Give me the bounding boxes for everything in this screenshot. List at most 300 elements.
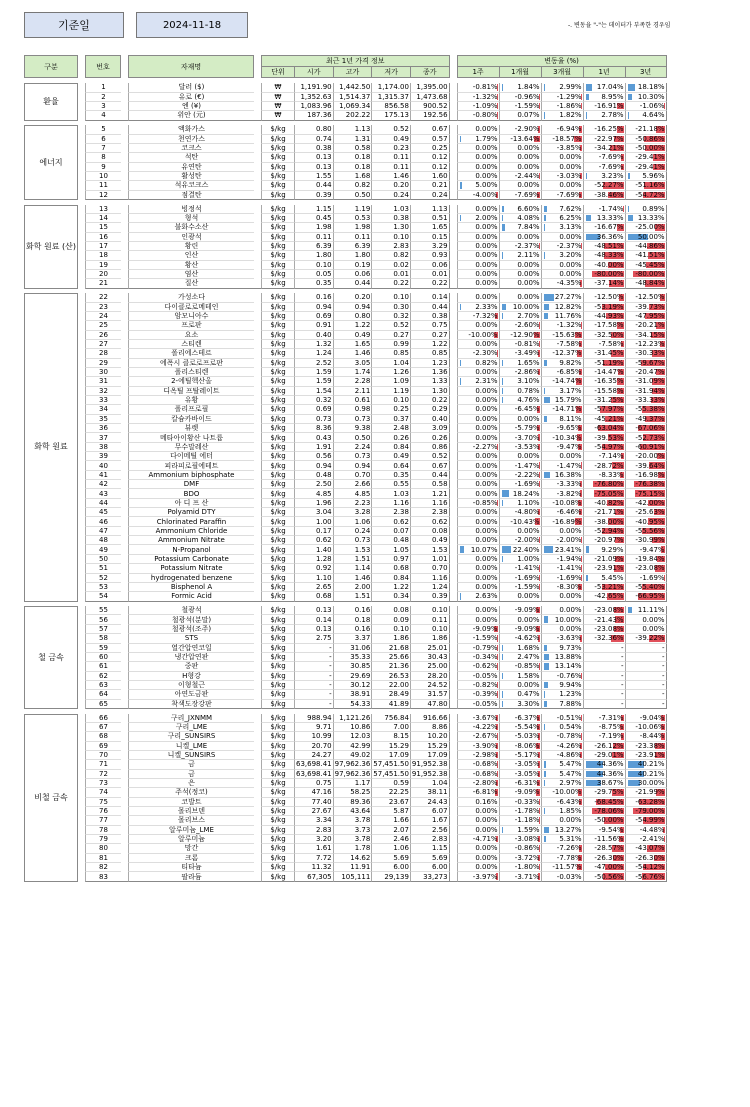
- change-1y: [583, 135, 625, 144]
- change-1w: [457, 480, 499, 489]
- item-number: 38: [85, 443, 121, 452]
- change-1m: [499, 742, 541, 751]
- change-1w: [457, 349, 499, 358]
- change-1y: [583, 760, 625, 769]
- unit-cell: $/kg: [261, 732, 294, 741]
- open-price: 0.73: [294, 415, 333, 424]
- item-name: Ammonium Chloride: [128, 527, 254, 536]
- change-1y: [583, 181, 625, 190]
- change-3y: [625, 714, 667, 723]
- change-1w: [457, 242, 499, 251]
- change-value: -9.04%: [639, 713, 665, 722]
- change-3y: [625, 489, 667, 498]
- change-3m: [541, 433, 583, 442]
- open-price: 0.35: [294, 279, 333, 288]
- unit-cell: ₩: [261, 102, 294, 111]
- change-value: -21.71%: [594, 508, 624, 517]
- last-price: 0.85: [410, 349, 450, 358]
- high-price: 3.05: [333, 359, 372, 368]
- change-1y: [583, 172, 625, 181]
- change-value: 0.00%: [517, 144, 540, 153]
- change-value: -23.91%: [594, 564, 624, 573]
- change-1m: [499, 714, 541, 723]
- change-value: -21.09%: [594, 554, 624, 563]
- change-value: 30.00%: [637, 779, 665, 788]
- change-value: 0.00%: [475, 452, 498, 461]
- change-3m: [541, 751, 583, 760]
- change-1w: [457, 723, 499, 732]
- last-price: 0.21: [410, 181, 450, 190]
- change-value: 50.00%: [637, 232, 665, 241]
- change-value: -10.43%: [510, 517, 540, 526]
- high-price: 30.85: [333, 662, 372, 671]
- change-bar: [586, 173, 587, 179]
- unit-cell: $/kg: [261, 700, 294, 709]
- item-name: 디옥틸 프탈레이트: [128, 387, 254, 396]
- high-price: 0.80: [333, 312, 372, 321]
- high-price: 0.19: [333, 261, 372, 270]
- change-bar: [628, 84, 635, 90]
- change-value: 40.21%: [637, 769, 665, 778]
- col-name-header: 자재명: [128, 55, 254, 78]
- table-row: [24, 681, 667, 690]
- item-name: 에폭시 클로로프로판: [128, 359, 254, 368]
- change-3y: [625, 415, 667, 424]
- change-1m: [499, 854, 541, 863]
- change-3m: [541, 242, 583, 251]
- item-number: 81: [85, 854, 121, 863]
- high-price: 0.82: [333, 181, 372, 190]
- last-price: 1.04: [410, 779, 450, 788]
- change-value: 0.00%: [475, 825, 498, 834]
- change-3y: [625, 233, 667, 242]
- change-3y: [625, 527, 667, 536]
- item-name: 몰리브덴: [128, 807, 254, 816]
- change-value: -50.00%: [594, 816, 624, 825]
- change-1w: [457, 564, 499, 573]
- change-1w: [457, 527, 499, 536]
- high-price: 1.14: [333, 564, 372, 573]
- open-price: 1.80: [294, 251, 333, 260]
- change-3y: [625, 700, 667, 709]
- item-number: 66: [85, 714, 121, 723]
- change-1m: [499, 615, 541, 624]
- high-price: 1.51: [333, 555, 372, 564]
- change-value: -51.19%: [594, 358, 624, 367]
- change-3y: [625, 681, 667, 690]
- change-1m: [499, 303, 541, 312]
- table-row: [24, 816, 667, 825]
- item-number: 58: [85, 634, 121, 643]
- item-number: 15: [85, 223, 121, 232]
- item-number: 62: [85, 672, 121, 681]
- change-3y: [625, 93, 667, 102]
- item-number: 73: [85, 779, 121, 788]
- low-price: 22.00: [371, 681, 410, 690]
- change-value: 3.20%: [559, 251, 582, 260]
- change-value: 2.47%: [517, 653, 540, 662]
- change-bar: [502, 397, 504, 403]
- open-price: 0.32: [294, 396, 333, 405]
- change-value: 1.65%: [517, 358, 540, 367]
- change-value: -78.06%: [594, 807, 624, 816]
- change-1w: [457, 340, 499, 349]
- change-value: 0.00%: [475, 223, 498, 232]
- low-price: 0.01: [371, 270, 410, 279]
- change-value: 0.00%: [642, 615, 665, 624]
- low-price: 1.22: [371, 583, 410, 592]
- change-bar: [502, 378, 503, 384]
- item-number: 60: [85, 653, 121, 662]
- high-price: 97,962.36: [334, 760, 371, 769]
- change-1y: [583, 634, 625, 643]
- change-value: -20.21%: [635, 321, 665, 330]
- change-value: 0.00%: [475, 853, 498, 862]
- change-value: 2.70%: [517, 312, 540, 321]
- change-1w: [457, 443, 499, 452]
- change-value: -4.86%: [556, 751, 582, 760]
- change-value: -34.15%: [635, 330, 665, 339]
- change-1m: [499, 826, 541, 835]
- item-number: 2: [85, 93, 121, 102]
- item-number: 40: [85, 461, 121, 470]
- change-1y: [583, 480, 625, 489]
- change-bar: [544, 682, 548, 688]
- change-1w: [457, 798, 499, 807]
- high-price: 0.20: [333, 293, 372, 302]
- change-1y: [583, 261, 625, 270]
- change-value: 0.00%: [475, 162, 498, 171]
- high-price: 30.12: [333, 681, 372, 690]
- change-value: -: [621, 671, 624, 680]
- low-price: 0.84: [371, 443, 410, 452]
- change-1m: [499, 471, 541, 480]
- change-3m: [541, 536, 583, 545]
- change-value: -: [621, 699, 624, 708]
- change-value: -0.34%: [472, 653, 498, 662]
- change-1w: [457, 125, 499, 134]
- change-value: 2.11%: [517, 251, 540, 260]
- change-value: 0.00%: [559, 270, 582, 279]
- item-number: 51: [85, 564, 121, 573]
- last-price: 916.66: [410, 714, 450, 723]
- change-value: 0.00%: [559, 181, 582, 190]
- change-value: -0.05%: [472, 671, 498, 680]
- open-price: 0.48: [294, 471, 333, 480]
- change-1w: [457, 452, 499, 461]
- open-price: 47.16: [294, 788, 333, 797]
- change-3m: [541, 396, 583, 405]
- change-value: -10.34%: [552, 433, 582, 442]
- change-3y: [625, 788, 667, 797]
- table-row: [24, 770, 667, 779]
- change-3m: [541, 634, 583, 643]
- unit-cell: $/kg: [261, 788, 294, 797]
- change-1m: [499, 424, 541, 433]
- item-number: 25: [85, 321, 121, 330]
- change-value: 7.88%: [559, 699, 582, 708]
- item-name: 점결탄: [128, 191, 254, 200]
- last-price: 30.43: [410, 653, 450, 662]
- item-number: 82: [85, 863, 121, 872]
- item-name: 달러 ($): [128, 83, 254, 92]
- change-value: 0.00%: [475, 554, 498, 563]
- change-3y: [625, 433, 667, 442]
- change-value: 0.00%: [475, 279, 498, 288]
- high-price: 35.33: [333, 653, 372, 662]
- last-price: 15.29: [410, 742, 450, 751]
- change-3y: [625, 312, 667, 321]
- change-value: 0.00%: [475, 536, 498, 545]
- change-value: 0.00%: [517, 279, 540, 288]
- change-3y: [625, 471, 667, 480]
- col-last-header: 종가: [410, 67, 450, 79]
- change-1w: [457, 303, 499, 312]
- change-3m: [541, 807, 583, 816]
- table-row: [24, 714, 667, 723]
- change-bar: [460, 304, 461, 310]
- change-3y: [625, 606, 667, 615]
- change-value: 0.00%: [475, 461, 498, 470]
- item-number: 19: [85, 261, 121, 270]
- change-value: -0.80%: [472, 111, 498, 120]
- table-row: [24, 359, 667, 368]
- open-price: 0.13: [294, 163, 333, 172]
- change-value: 0.00%: [559, 816, 582, 825]
- item-name: Polyamid DTY: [128, 508, 254, 517]
- change-3y: [625, 807, 667, 816]
- change-value: 1.68%: [517, 643, 540, 652]
- change-1w: [457, 742, 499, 751]
- item-name: 코발트: [128, 798, 254, 807]
- open-price: 1.15: [294, 205, 333, 214]
- change-value: -1.86%: [556, 102, 582, 111]
- table-row: [24, 672, 667, 681]
- item-name: 구리_JXNMM: [128, 714, 254, 723]
- unit-cell: $/kg: [261, 270, 294, 279]
- item-name: 인광석: [128, 233, 254, 242]
- change-1w: [457, 807, 499, 816]
- low-price: 1.09: [371, 377, 410, 386]
- change-1w: [457, 424, 499, 433]
- open-price: 1.40: [294, 545, 333, 554]
- low-price: 0.10: [371, 396, 410, 405]
- change-1w: [457, 205, 499, 214]
- change-value: -53.19%: [594, 302, 624, 311]
- change-value: -80.00%: [594, 270, 624, 279]
- change-3y: [625, 205, 667, 214]
- change-value: -6.46%: [556, 508, 582, 517]
- open-price: 3.34: [294, 816, 333, 825]
- change-value: -7.69%: [598, 153, 624, 162]
- change-value: 1.82%: [559, 111, 582, 120]
- low-price: 0.62: [371, 517, 410, 526]
- high-price: 0.50: [333, 191, 372, 200]
- high-price: 3.73: [333, 826, 372, 835]
- item-name: 알루미늄_LME: [128, 826, 254, 835]
- high-price: 6.39: [333, 242, 372, 251]
- unit-cell: $/kg: [261, 615, 294, 624]
- change-1y: [583, 681, 625, 690]
- low-price: 0.25: [371, 405, 410, 414]
- change-value: 16.38%: [554, 470, 582, 479]
- change-1y: [583, 303, 625, 312]
- unit-cell: $/kg: [261, 681, 294, 690]
- item-number: 16: [85, 233, 121, 242]
- last-price: 1,473.68: [410, 93, 450, 102]
- change-3y: [625, 583, 667, 592]
- change-1w: [457, 644, 499, 653]
- change-value: -11.57%: [552, 863, 582, 872]
- high-price: 3.78: [333, 816, 372, 825]
- change-value: -16.91%: [594, 102, 624, 111]
- change-value: -1.59%: [514, 583, 540, 592]
- item-number: 57: [85, 625, 121, 634]
- change-3m: [541, 111, 583, 120]
- change-bar: [544, 645, 548, 651]
- change-1m: [499, 321, 541, 330]
- item-name: 아 디 프 산: [128, 499, 254, 508]
- change-3y: [625, 214, 667, 223]
- change-1y: [583, 779, 625, 788]
- item-name: Ammonium biphosphate: [128, 471, 254, 480]
- change-bar: [544, 416, 547, 422]
- change-value: -29.41%: [635, 153, 665, 162]
- change-value: 0.00%: [475, 508, 498, 517]
- change-value: -16.35%: [594, 377, 624, 386]
- table-row: [24, 779, 667, 788]
- high-price: 11.91: [333, 863, 372, 872]
- change-3m: [541, 415, 583, 424]
- change-value: 2.63%: [475, 592, 498, 601]
- high-price: 1.53: [333, 545, 372, 554]
- low-price: 0.37: [371, 415, 410, 424]
- change-value: -20.97%: [594, 536, 624, 545]
- change-value: 9.82%: [559, 358, 582, 367]
- item-number: 63: [85, 681, 121, 690]
- section-label: 화학 원료 (산): [24, 205, 78, 289]
- high-price: 1.65: [333, 340, 372, 349]
- last-price: 0.58: [410, 480, 450, 489]
- change-value: 0.00%: [475, 807, 498, 816]
- change-value: 2.00%: [475, 214, 498, 223]
- unit-cell: $/kg: [261, 452, 294, 461]
- change-1m: [499, 214, 541, 223]
- change-3y: [625, 163, 667, 172]
- change-bar: [502, 206, 505, 212]
- table-row: [24, 321, 667, 330]
- change-3m: [541, 163, 583, 172]
- change-3y: [625, 261, 667, 270]
- change-3m: [541, 564, 583, 573]
- last-price: 2.83: [410, 835, 450, 844]
- change-value: 0.00%: [559, 260, 582, 269]
- open-price: 1.32: [294, 340, 333, 349]
- change-3m: [541, 144, 583, 153]
- high-price: 3.37: [333, 634, 372, 643]
- change-value: 0.00%: [475, 204, 498, 213]
- change-value: -: [662, 699, 665, 708]
- item-name: 주석(정코): [128, 788, 254, 797]
- change-value: -1.69%: [556, 573, 582, 582]
- unit-cell: $/kg: [261, 415, 294, 424]
- change-bar: [544, 663, 549, 669]
- price-table: [24, 55, 667, 882]
- high-price: 0.11: [333, 233, 372, 242]
- change-value: -39.53%: [594, 433, 624, 442]
- table-row: [24, 606, 667, 615]
- change-value: -4.35%: [556, 279, 582, 288]
- section-label: 화학 원료: [24, 293, 78, 601]
- change-1w: [457, 662, 499, 671]
- change-1w: [457, 331, 499, 340]
- last-price: 1.36: [410, 368, 450, 377]
- change-1m: [499, 545, 541, 554]
- change-bar: [544, 84, 545, 90]
- high-price: 1,069.34: [333, 102, 372, 111]
- last-price: 91,952.38: [411, 769, 448, 778]
- change-3y: [625, 321, 667, 330]
- change-value: 0.00%: [517, 260, 540, 269]
- change-1y: [583, 270, 625, 279]
- unit-cell: $/kg: [261, 854, 294, 863]
- item-name: Chlorinated Paraffin: [128, 517, 254, 526]
- change-value: -23.38%: [635, 741, 665, 750]
- change-3y: [625, 826, 667, 835]
- change-1w: [457, 788, 499, 797]
- change-value: 13.33%: [637, 214, 665, 223]
- change-1w: [457, 144, 499, 153]
- change-value: -1.29%: [556, 92, 582, 101]
- change-3y: [625, 377, 667, 386]
- table-row: [24, 564, 667, 573]
- open-price: 63,698.41: [296, 760, 332, 769]
- low-price: 0.99: [371, 340, 410, 349]
- last-price: 0.62: [410, 517, 450, 526]
- change-1y: [583, 854, 625, 863]
- unit-cell: $/kg: [261, 387, 294, 396]
- change-value: -3.08%: [514, 835, 540, 844]
- item-name: 열간압연코일: [128, 644, 254, 653]
- open-price: 1.96: [294, 499, 333, 508]
- change-1w: [457, 508, 499, 517]
- change-1y: [583, 223, 625, 232]
- change-3y: [625, 153, 667, 162]
- item-number: 53: [85, 583, 121, 592]
- open-price: 1.54: [294, 387, 333, 396]
- change-1w: [457, 732, 499, 741]
- unit-cell: $/kg: [261, 251, 294, 260]
- change-value: -40.82%: [594, 498, 624, 507]
- unit-cell: $/kg: [261, 461, 294, 470]
- change-3m: [541, 835, 583, 844]
- change-1y: [583, 83, 625, 92]
- change-bar: [502, 701, 503, 707]
- change-value: -7.69%: [556, 190, 582, 199]
- change-3m: [541, 788, 583, 797]
- last-price: 0.67: [410, 125, 450, 134]
- last-price: 1.22: [410, 340, 450, 349]
- item-name: DMF: [128, 480, 254, 489]
- item-number: 3: [85, 102, 121, 111]
- change-value: 2.31%: [475, 377, 498, 386]
- open-price: -: [294, 700, 333, 709]
- change-3m: [541, 205, 583, 214]
- open-price: -: [294, 681, 333, 690]
- change-3y: [625, 662, 667, 671]
- high-price: 0.16: [333, 606, 372, 615]
- table-row: [24, 242, 667, 251]
